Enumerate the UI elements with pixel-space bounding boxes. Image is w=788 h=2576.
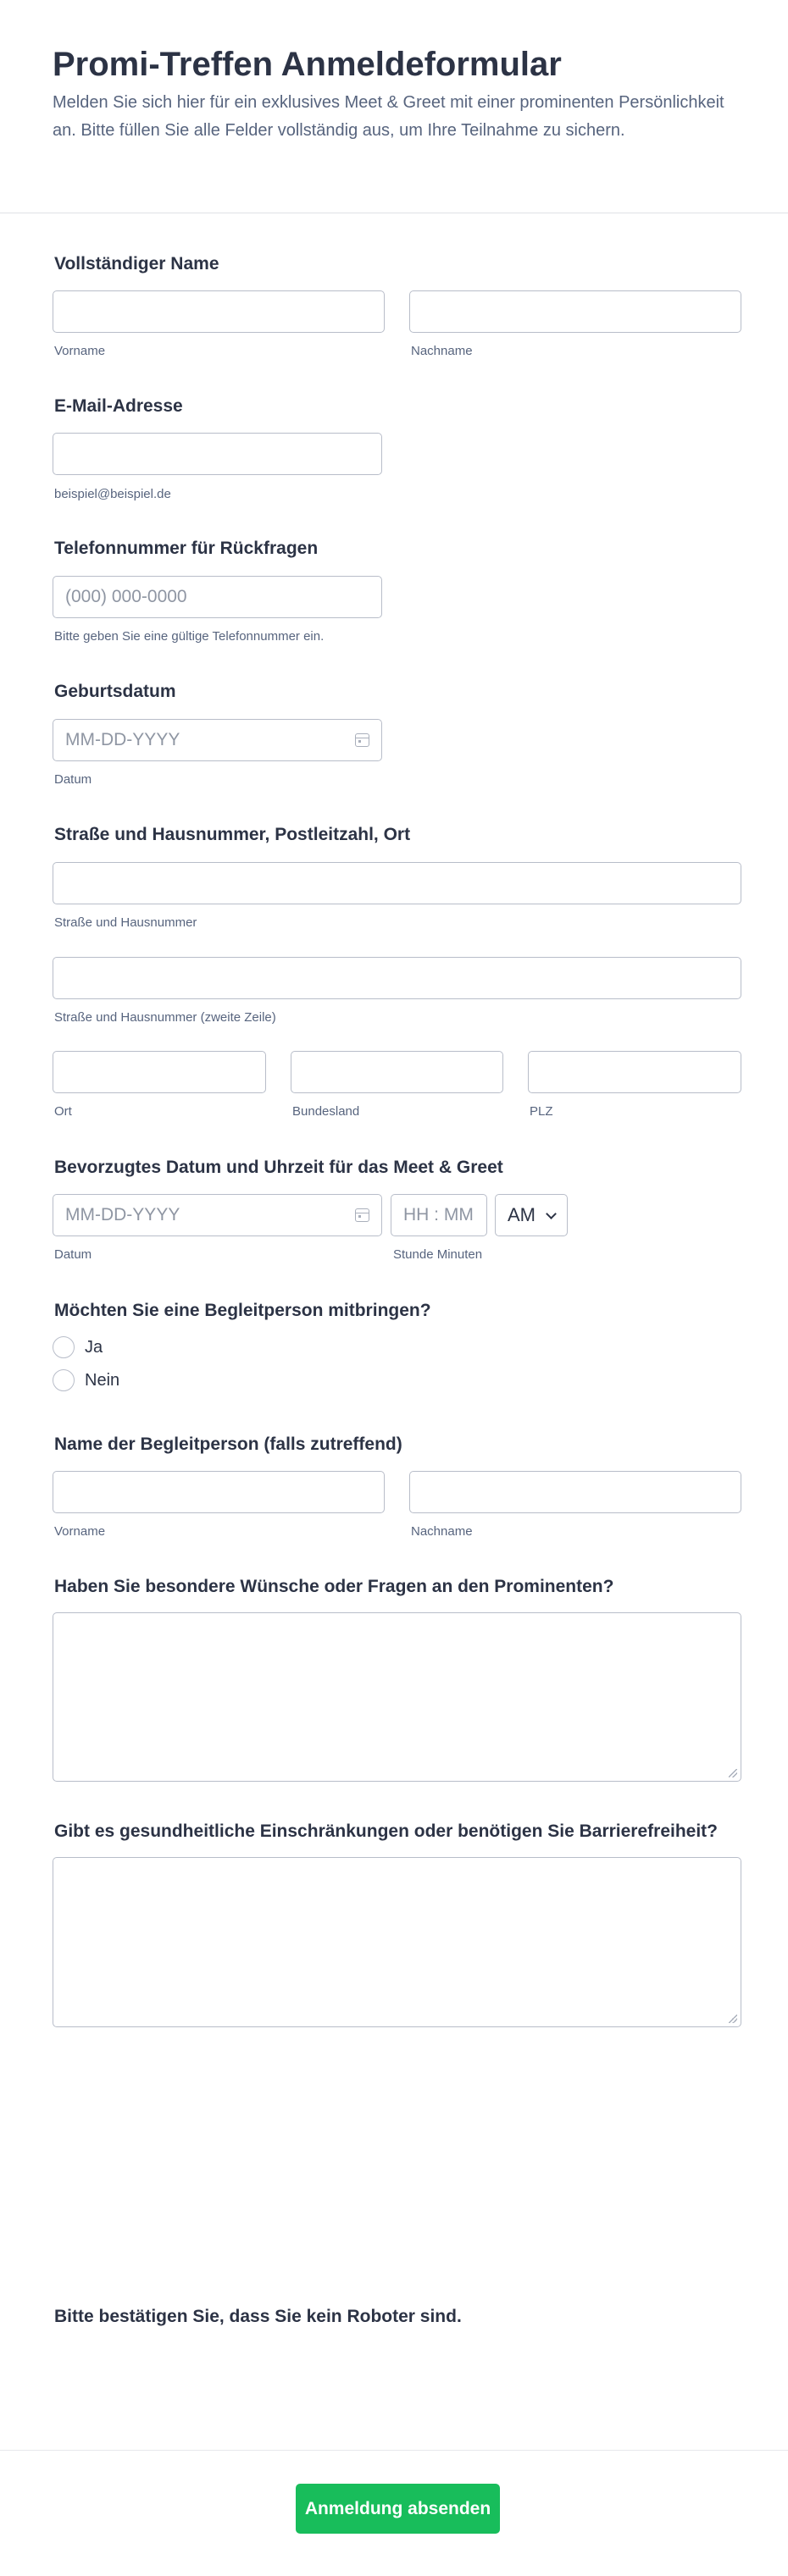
street-line1-sublabel: Straße und Hausnummer	[54, 915, 197, 930]
phone-sublabel: Bitte geben Sie eine gültige Telefonnummer ein.	[54, 629, 325, 644]
companion-question-label: Möchten Sie eine Begleitperson mitbringen?	[54, 1301, 431, 1320]
zip-sublabel: PLZ	[530, 1104, 553, 1119]
phone-field[interactable]	[53, 576, 382, 618]
state-sublabel: Bundesland	[292, 1104, 360, 1119]
last-name-field[interactable]	[409, 290, 741, 333]
birthdate-field[interactable]	[53, 719, 382, 761]
phone-input[interactable]	[53, 577, 381, 617]
companion-last-name-sublabel: Nachname	[411, 1524, 473, 1539]
wishes-textarea-box[interactable]	[53, 1612, 741, 1782]
street-line2-sublabel: Straße und Hausnummer (zweite Zeile)	[54, 1010, 276, 1025]
meet-time-input[interactable]	[391, 1195, 486, 1235]
radio-label: Ja	[85, 1337, 103, 1357]
radio-button[interactable]	[53, 1369, 75, 1391]
city-sublabel: Ort	[54, 1104, 72, 1119]
email-input[interactable]	[53, 434, 381, 474]
city-input[interactable]	[53, 1052, 265, 1092]
full-name-label: Vollständiger Name	[54, 254, 219, 274]
meet-time-sublabel: Stunde Minuten	[393, 1247, 483, 1262]
street-line1-input[interactable]	[53, 863, 741, 904]
ampm-select[interactable]	[495, 1194, 568, 1236]
wishes-textarea[interactable]	[53, 1613, 741, 1781]
companion-last-name-input[interactable]	[410, 1472, 741, 1512]
street-line1-field[interactable]	[53, 862, 741, 904]
page-subtitle: Melden Sie sich hier für ein exklusives Meet & Greet mit einer prominenten Persönlichkeit an. Bitte füllen Sie alle Felder vollständig aus, um Ihre Teilnahme zu sichern.	[53, 93, 724, 140]
captcha-label: Bitte bestätigen Sie, dass Sie kein Roboter sind.	[54, 2307, 462, 2326]
radio-option-ja[interactable]	[53, 1336, 103, 1358]
wishes-label: Haben Sie besondere Wünsche oder Fragen an den Prominenten?	[54, 1577, 614, 1596]
companion-name-label: Name der Begleitperson (falls zutreffend)	[54, 1434, 402, 1454]
last-name-input[interactable]	[410, 291, 741, 332]
address-label: Straße und Hausnummer, Postleitzahl, Ort	[54, 825, 411, 844]
health-label: Gibt es gesundheitliche Einschränkungen oder benötigen Sie Barrierefreiheit?	[54, 1821, 718, 1841]
companion-first-name-field[interactable]	[53, 1471, 385, 1513]
meet-datetime-label: Bevorzugtes Datum und Uhrzeit für das Meet & Greet	[54, 1158, 503, 1177]
companion-first-name-input[interactable]	[53, 1472, 384, 1512]
health-textarea[interactable]	[53, 1858, 741, 2026]
birthdate-input[interactable]	[53, 720, 381, 760]
resize-handle-icon[interactable]	[729, 1769, 737, 1777]
radio-label: Nein	[85, 1370, 120, 1390]
email-label: E-Mail-Adresse	[54, 396, 183, 416]
calendar-icon[interactable]	[355, 733, 369, 747]
radio-option-nein[interactable]	[53, 1369, 119, 1391]
chevron-down-icon	[546, 1208, 557, 1219]
first-name-input[interactable]	[53, 291, 384, 332]
resize-handle-icon[interactable]	[729, 2015, 737, 2023]
submit-button[interactable]: Anmeldung absenden	[296, 2484, 500, 2534]
zip-field[interactable]	[528, 1051, 741, 1093]
page-title: Promi-Treffen Anmeldeformular	[53, 46, 562, 83]
meet-date-field[interactable]	[53, 1194, 382, 1236]
first-name-field[interactable]	[53, 290, 385, 333]
email-sublabel: beispiel@beispiel.de	[54, 487, 171, 501]
street-line2-input[interactable]	[53, 958, 741, 998]
birthdate-sublabel: Datum	[54, 772, 92, 787]
ampm-value: AM	[508, 1204, 536, 1225]
city-field[interactable]	[53, 1051, 266, 1093]
email-field[interactable]	[53, 433, 382, 475]
meet-time-field[interactable]	[391, 1194, 487, 1236]
companion-last-name-field[interactable]	[409, 1471, 741, 1513]
last-name-sublabel: Nachname	[411, 344, 473, 358]
calendar-icon[interactable]	[355, 1208, 369, 1222]
zip-input[interactable]	[529, 1052, 741, 1092]
first-name-sublabel: Vorname	[54, 344, 106, 358]
state-field[interactable]	[291, 1051, 503, 1093]
birthdate-label: Geburtsdatum	[54, 682, 176, 701]
meet-date-sublabel: Datum	[54, 1247, 92, 1262]
radio-button[interactable]	[53, 1336, 75, 1358]
health-textarea-box[interactable]	[53, 1857, 741, 2027]
companion-first-name-sublabel: Vorname	[54, 1524, 106, 1539]
street-line2-field[interactable]	[53, 957, 741, 999]
state-input[interactable]	[291, 1052, 502, 1092]
phone-label: Telefonnummer für Rückfragen	[54, 539, 319, 558]
form-header	[0, 0, 788, 213]
meet-date-input[interactable]	[53, 1195, 381, 1235]
